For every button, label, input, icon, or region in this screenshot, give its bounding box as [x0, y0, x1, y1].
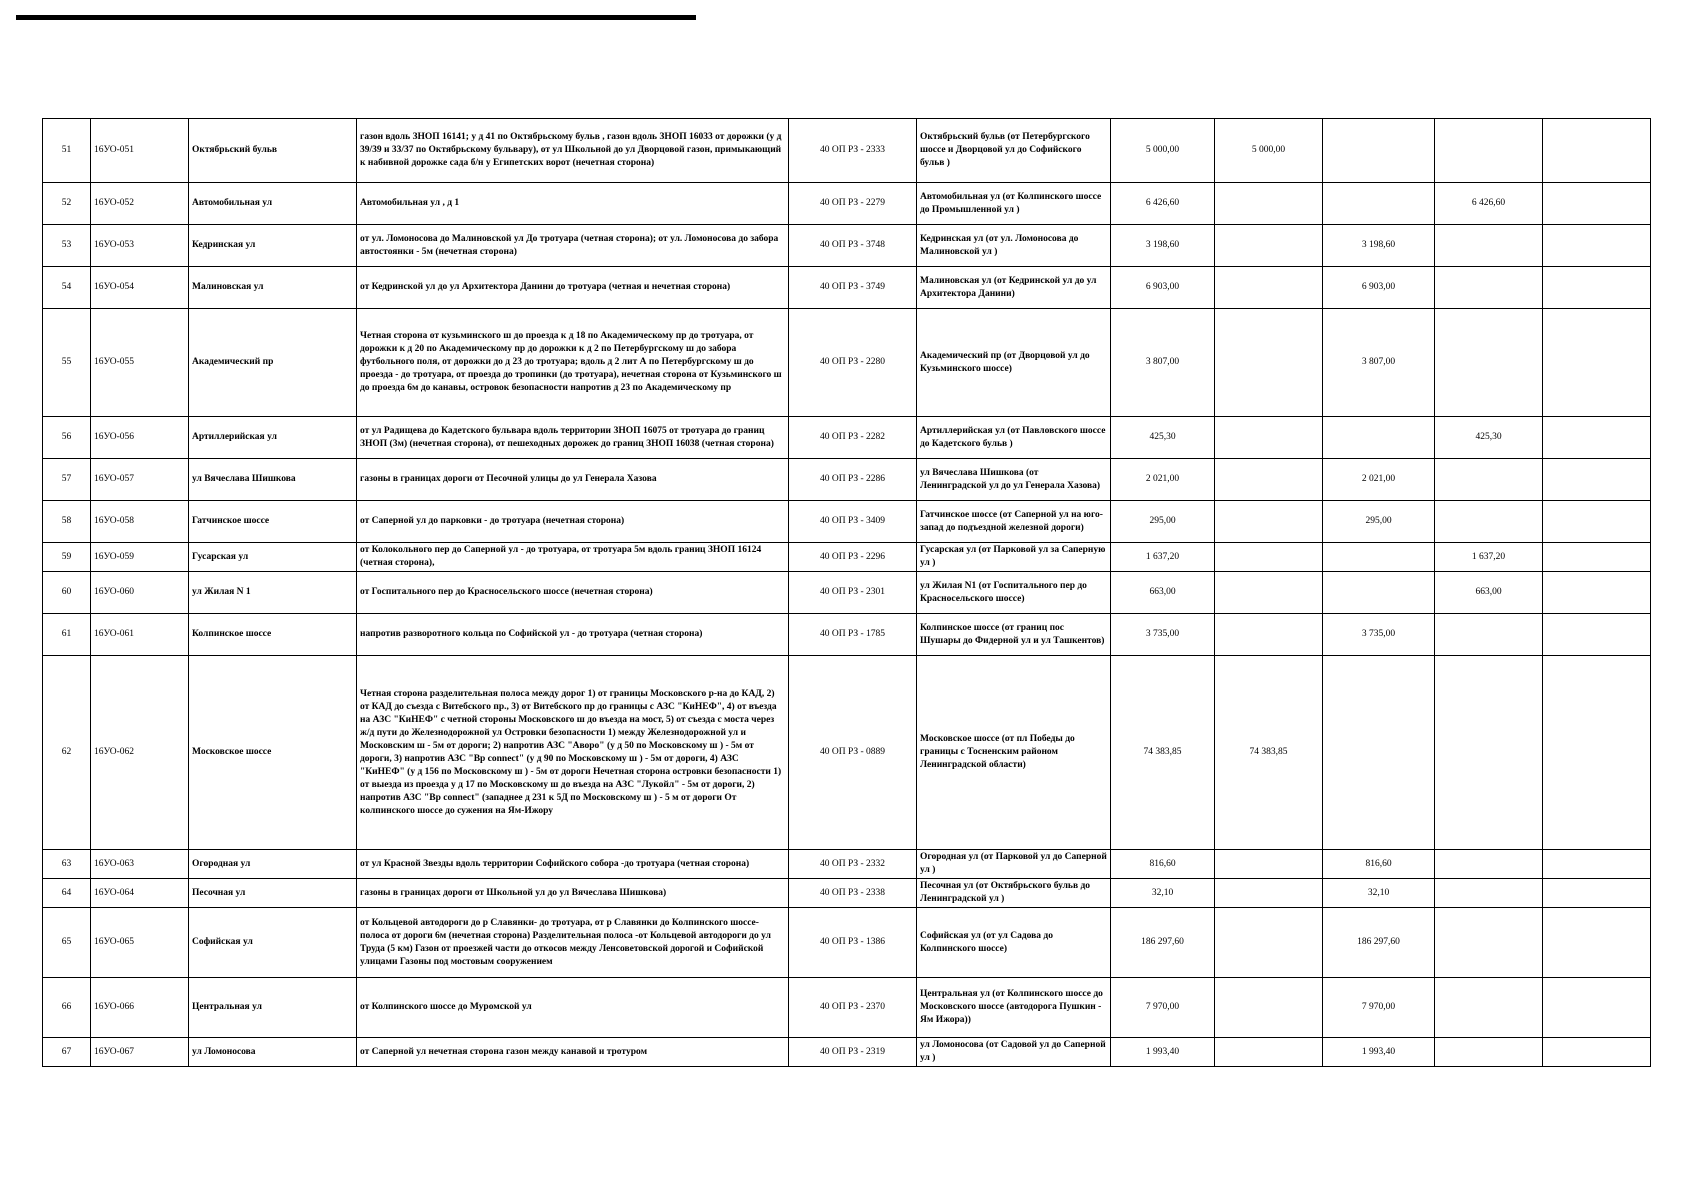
object-name: Автомобильная ул: [189, 183, 357, 225]
road-name: Софийская ул (от ул Садова до Колпинского шоссе): [917, 908, 1111, 978]
row-code: 16УО-060: [91, 572, 189, 614]
object-description: от ул. Ломоносова до Малиновской ул До тротуара (четная сторона); от ул. Ломоносова до забора автостоянки - 5м (нечетная сторона): [357, 225, 789, 267]
area-col-4: [1543, 656, 1651, 850]
row-code: 16УО-061: [91, 614, 189, 656]
object-description: Автомобильная ул , д 1: [357, 183, 789, 225]
row-code: 16УО-054: [91, 267, 189, 309]
table-row: [43, 543, 1651, 572]
area-col-3: 663,00: [1435, 572, 1543, 614]
area-col-3: [1435, 879, 1543, 908]
road-id: 40 ОП РЗ - 1386: [789, 908, 917, 978]
area-col-2: [1323, 119, 1435, 183]
area-col-4: [1543, 543, 1651, 572]
area-col-4: [1543, 614, 1651, 656]
row-code: 16УО-058: [91, 501, 189, 543]
table-row: [43, 1038, 1651, 1067]
area-total: 663,00: [1111, 572, 1215, 614]
area-col-2: [1323, 572, 1435, 614]
row-number: 59: [43, 543, 91, 572]
road-name: Песочная ул (от Октябрьского бульв до Ленинградской ул ): [917, 879, 1111, 908]
road-name: Огородная ул (от Парковой ул до Саперной ул ): [917, 850, 1111, 879]
row-code: 16УО-055: [91, 309, 189, 417]
object-description: от Кедринской ул до ул Архитектора Данини до тротуара (четная и нечетная сторона): [357, 267, 789, 309]
area-col-1: [1215, 572, 1323, 614]
area-col-2: 3 735,00: [1323, 614, 1435, 656]
area-col-4: [1543, 501, 1651, 543]
area-col-2: 3 807,00: [1323, 309, 1435, 417]
area-col-3: [1435, 1038, 1543, 1067]
area-col-1: [1215, 267, 1323, 309]
road-name: Центральная ул (от Колпинского шоссе до Московского шоссе (автодорога Пушкин - Ям Ижора)): [917, 978, 1111, 1038]
road-name: Артиллерийская ул (от Павловского шоссе до Кадетского бульв ): [917, 417, 1111, 459]
road-id: 40 ОП РЗ - 2332: [789, 850, 917, 879]
road-name: ул Жилая N1 (от Госпитального пер до Красносельского шоссе): [917, 572, 1111, 614]
area-col-2: 295,00: [1323, 501, 1435, 543]
area-col-3: [1435, 850, 1543, 879]
table-row: [43, 459, 1651, 501]
object-name: Кедринская ул: [189, 225, 357, 267]
object-name: Центральная ул: [189, 978, 357, 1038]
area-col-3: [1435, 978, 1543, 1038]
object-name: Гатчинское шоссе: [189, 501, 357, 543]
road-id: 40 ОП РЗ - 2280: [789, 309, 917, 417]
area-col-2: [1323, 417, 1435, 459]
area-total: 74 383,85: [1111, 656, 1215, 850]
area-col-3: [1435, 267, 1543, 309]
object-name: Песочная ул: [189, 879, 357, 908]
table-row: [43, 850, 1651, 879]
row-number: 53: [43, 225, 91, 267]
object-name: Академический пр: [189, 309, 357, 417]
table-row: [43, 656, 1651, 850]
road-name: Гатчинское шоссе (от Саперной ул на юго-запад до подъездной железной дороги): [917, 501, 1111, 543]
table-row: [43, 309, 1651, 417]
object-name: Малиновская ул: [189, 267, 357, 309]
row-number: 56: [43, 417, 91, 459]
road-name: Малиновская ул (от Кедринской ул до ул Архитектора Данини): [917, 267, 1111, 309]
area-total: 5 000,00: [1111, 119, 1215, 183]
road-id: 40 ОП РЗ - 2319: [789, 1038, 917, 1067]
table-body: [43, 119, 1651, 1067]
area-col-4: [1543, 572, 1651, 614]
road-name: Колпинское шоссе (от границ пос Шушары до Фидерной ул и ул Ташкентов): [917, 614, 1111, 656]
road-name: Гусарская ул (от Парковой ул за Саперную ул ): [917, 543, 1111, 572]
area-col-1: [1215, 183, 1323, 225]
area-col-1: 74 383,85: [1215, 656, 1323, 850]
top-rule: [16, 15, 696, 20]
area-col-4: [1543, 309, 1651, 417]
area-col-3: [1435, 908, 1543, 978]
table-row: [43, 119, 1651, 183]
table-row: [43, 572, 1651, 614]
object-description: газон вдоль ЗНОП 16141; у д 41 по Октябрьскому бульв , газон вдоль ЗНОП 16033 от дорожки (у д 39/39 и 33/37 по Октябрьскому бульвару), от ул Школьной до ул Дворцовой газон, примыкающий к набивной дорожке сада б/н у Египетских ворот (нечетная сторона): [357, 119, 789, 183]
row-code: 16УО-051: [91, 119, 189, 183]
road-name: Кедринская ул (от ул. Ломоносова до Малиновской ул ): [917, 225, 1111, 267]
object-description: Четная сторона от кузьминского ш до проезда к д 18 по Академическому пр до тротуара, от дорожки к д 20 по Академическому пр до дорожки к д 2 по Петербургскому ш до забора футбольного поля, от дорожки до д 23 до тротуара; вдоль д 2 лит А по Петербургскому ш до проезда - до тротуара, от проезда до тропинки (до тротуара), нечетная сторона от Кузьминского ш до проезда 6м до канавы, островок безопасности напротив д 23 по Академическому пр: [357, 309, 789, 417]
area-col-1: [1215, 879, 1323, 908]
row-number: 62: [43, 656, 91, 850]
row-number: 58: [43, 501, 91, 543]
row-code: 16УО-056: [91, 417, 189, 459]
row-number: 51: [43, 119, 91, 183]
road-id: 40 ОП РЗ - 3409: [789, 501, 917, 543]
area-col-3: 1 637,20: [1435, 543, 1543, 572]
area-col-4: [1543, 879, 1651, 908]
object-name: Октябрьский бульв: [189, 119, 357, 183]
road-name: Автомобильная ул (от Колпинского шоссе до Промышленной ул ): [917, 183, 1111, 225]
area-total: 1 993,40: [1111, 1038, 1215, 1067]
table-row: [43, 501, 1651, 543]
road-id: 40 ОП РЗ - 2296: [789, 543, 917, 572]
area-col-2: 1 993,40: [1323, 1038, 1435, 1067]
road-name: ул Вячеслава Шишкова (от Ленинградской ул до ул Генерала Хазова): [917, 459, 1111, 501]
area-total: 32,10: [1111, 879, 1215, 908]
area-col-2: 816,60: [1323, 850, 1435, 879]
area-col-1: [1215, 850, 1323, 879]
row-number: 66: [43, 978, 91, 1038]
row-number: 52: [43, 183, 91, 225]
area-col-4: [1543, 978, 1651, 1038]
area-col-2: 2 021,00: [1323, 459, 1435, 501]
table-row: [43, 225, 1651, 267]
object-description: от Саперной ул до парковки - до тротуара (нечетная сторона): [357, 501, 789, 543]
object-name: Софийская ул: [189, 908, 357, 978]
road-name: ул Ломоносова (от Садовой ул до Саперной ул ): [917, 1038, 1111, 1067]
object-name: Московское шоссе: [189, 656, 357, 850]
table-row: [43, 879, 1651, 908]
object-description: от Колокольного пер до Саперной ул - до тротуара, от тротуара 5м вдоль границ ЗНОП 16124 (четная сторона),: [357, 543, 789, 572]
area-col-4: [1543, 1038, 1651, 1067]
row-code: 16УО-062: [91, 656, 189, 850]
area-col-3: [1435, 656, 1543, 850]
row-code: 16УО-067: [91, 1038, 189, 1067]
table-row: [43, 978, 1651, 1038]
object-description: от ул Радищева до Кадетского бульвара вдоль территории ЗНОП 16075 от тротуара до границ ЗНОП (3м) (нечетная сторона), от пешеходных дорожек до границ ЗНОП 16038 (четная сторона): [357, 417, 789, 459]
area-total: 3 735,00: [1111, 614, 1215, 656]
row-number: 63: [43, 850, 91, 879]
object-description: от Госпитального пер до Красносельского шоссе (нечетная сторона): [357, 572, 789, 614]
object-description: газоны в границах дороги от Песочной улицы до ул Генерала Хазова: [357, 459, 789, 501]
road-id: 40 ОП РЗ - 1785: [789, 614, 917, 656]
road-name: Октябрьский бульв (от Петербургского шоссе и Дворцовой ул до Софийского бульв ): [917, 119, 1111, 183]
area-col-1: [1215, 614, 1323, 656]
area-total: 7 970,00: [1111, 978, 1215, 1038]
road-id: 40 ОП РЗ - 3749: [789, 267, 917, 309]
area-total: 2 021,00: [1111, 459, 1215, 501]
area-col-3: [1435, 119, 1543, 183]
area-col-2: 7 970,00: [1323, 978, 1435, 1038]
area-col-4: [1543, 183, 1651, 225]
area-col-2: 32,10: [1323, 879, 1435, 908]
object-description: напротив разворотного кольца по Софийской ул - до тротуара (четная сторона): [357, 614, 789, 656]
row-code: 16УО-064: [91, 879, 189, 908]
area-total: 1 637,20: [1111, 543, 1215, 572]
road-id: 40 ОП РЗ - 2333: [789, 119, 917, 183]
top-rule-tail: [680, 16, 696, 18]
area-col-1: [1215, 543, 1323, 572]
row-code: 16УО-057: [91, 459, 189, 501]
area-total: 6 903,00: [1111, 267, 1215, 309]
object-description: от Саперной ул нечетная сторона газон между канавой и тротуром: [357, 1038, 789, 1067]
road-id: 40 ОП РЗ - 2338: [789, 879, 917, 908]
area-col-1: [1215, 459, 1323, 501]
object-name: Артиллерийская ул: [189, 417, 357, 459]
row-number: 64: [43, 879, 91, 908]
area-col-3: 6 426,60: [1435, 183, 1543, 225]
area-col-1: [1215, 908, 1323, 978]
area-col-1: [1215, 417, 1323, 459]
row-number: 54: [43, 267, 91, 309]
row-code: 16УО-066: [91, 978, 189, 1038]
table-row: [43, 183, 1651, 225]
road-id: 40 ОП РЗ - 2370: [789, 978, 917, 1038]
registry-table: [42, 118, 1651, 1067]
table-row: [43, 908, 1651, 978]
table-row: [43, 417, 1651, 459]
area-col-4: [1543, 908, 1651, 978]
area-col-3: [1435, 501, 1543, 543]
area-col-3: [1435, 614, 1543, 656]
road-name: Московское шоссе (от пл Победы до границы с Тосненским районом Ленинградской области): [917, 656, 1111, 850]
row-number: 60: [43, 572, 91, 614]
area-total: 816,60: [1111, 850, 1215, 879]
area-col-2: 3 198,60: [1323, 225, 1435, 267]
row-number: 57: [43, 459, 91, 501]
area-col-4: [1543, 267, 1651, 309]
object-description: Четная сторона разделительная полоса между дорог 1) от границы Московского р-на до КАД, 2) от КАД до съезда с Витебского пр., 3) от Витебского пр до границы с АЗС "КиНЕФ", 4) от въезда на АЗС "КиНЕФ" с четной стороны Московского ш до въезда на мост, 5) от съезда с моста через ж/д пути до Железнодорожной ул Островки безопасности 1) между Железнодорожной ул и Московским ш - 5м от дороги; 2) напротив АЗС "Аворо" (у д 50 по Московскому ш ) - 5м от дороги, 3) напротив АЗС "Вр connect" (у д 90 по Московскому ш ) - 5м от дороги, 4) АЗС "КиНЕФ" (у д 156 по Московскому ш ) - 5м от дороги Нечетная сторона островки безопасности 1) от выезда из проезда у д 17 по Московскому ш до въезда на АЗС "Лукойл" - 5м от дороги, 2) напротив АЗС "Вр connect" (западнее д 231 к 5Д по Московскому ш ) - 5 м от дороги От колпинского шоссе до сужения на Ям-Ижору: [357, 656, 789, 850]
road-id: 40 ОП РЗ - 2279: [789, 183, 917, 225]
object-description: от ул Красной Звезды вдоль территории Софийского собора -до тротуара (четная сторона): [357, 850, 789, 879]
area-col-2: [1323, 543, 1435, 572]
area-col-3: [1435, 309, 1543, 417]
road-id: 40 ОП РЗ - 2301: [789, 572, 917, 614]
area-col-2: 186 297,60: [1323, 908, 1435, 978]
area-col-4: [1543, 850, 1651, 879]
area-total: 3 198,60: [1111, 225, 1215, 267]
area-total: 425,30: [1111, 417, 1215, 459]
object-description: от Кольцевой автодороги до р Славянки- до тротуара, от р Славянки до Колпинского шоссе-полоса от дороги 6м (нечетная сторона) Разделительная полоса -от Кольцевой автодороги до ул Труда (5 км) Газон от проезжей части до откосов между Ленсоветовской дорогой и Софийской улицами Газоны под мостовым сооружением: [357, 908, 789, 978]
area-col-4: [1543, 119, 1651, 183]
road-id: 40 ОП РЗ - 2282: [789, 417, 917, 459]
road-id: 40 ОП РЗ - 3748: [789, 225, 917, 267]
table-row: [43, 267, 1651, 309]
row-number: 67: [43, 1038, 91, 1067]
row-number: 55: [43, 309, 91, 417]
row-number: 65: [43, 908, 91, 978]
object-name: Колпинское шоссе: [189, 614, 357, 656]
area-total: 186 297,60: [1111, 908, 1215, 978]
row-code: 16УО-059: [91, 543, 189, 572]
object-name: ул Вячеслава Шишкова: [189, 459, 357, 501]
area-col-1: [1215, 978, 1323, 1038]
area-col-1: [1215, 501, 1323, 543]
road-id: 40 ОП РЗ - 0889: [789, 656, 917, 850]
table-row: [43, 614, 1651, 656]
area-total: 295,00: [1111, 501, 1215, 543]
object-name: Огородная ул: [189, 850, 357, 879]
area-col-4: [1543, 459, 1651, 501]
area-col-3: [1435, 225, 1543, 267]
object-name: Гусарская ул: [189, 543, 357, 572]
area-total: 3 807,00: [1111, 309, 1215, 417]
row-number: 61: [43, 614, 91, 656]
road-id: 40 ОП РЗ - 2286: [789, 459, 917, 501]
area-col-1: [1215, 309, 1323, 417]
area-col-2: [1323, 183, 1435, 225]
area-col-2: [1323, 656, 1435, 850]
area-col-1: [1215, 1038, 1323, 1067]
row-code: 16УО-052: [91, 183, 189, 225]
area-col-1: 5 000,00: [1215, 119, 1323, 183]
object-description: от Колпинского шоссе до Муромской ул: [357, 978, 789, 1038]
area-col-3: [1435, 459, 1543, 501]
row-code: 16УО-053: [91, 225, 189, 267]
area-col-4: [1543, 417, 1651, 459]
area-col-1: [1215, 225, 1323, 267]
object-name: ул Ломоносова: [189, 1038, 357, 1067]
row-code: 16УО-065: [91, 908, 189, 978]
area-col-4: [1543, 225, 1651, 267]
area-col-3: 425,30: [1435, 417, 1543, 459]
object-description: газоны в границах дороги от Школьной ул до ул Вячеслава Шишкова): [357, 879, 789, 908]
area-total: 6 426,60: [1111, 183, 1215, 225]
area-col-2: 6 903,00: [1323, 267, 1435, 309]
object-name: ул Жилая N 1: [189, 572, 357, 614]
road-name: Академический пр (от Дворцовой ул до Кузьминского шоссе): [917, 309, 1111, 417]
row-code: 16УО-063: [91, 850, 189, 879]
